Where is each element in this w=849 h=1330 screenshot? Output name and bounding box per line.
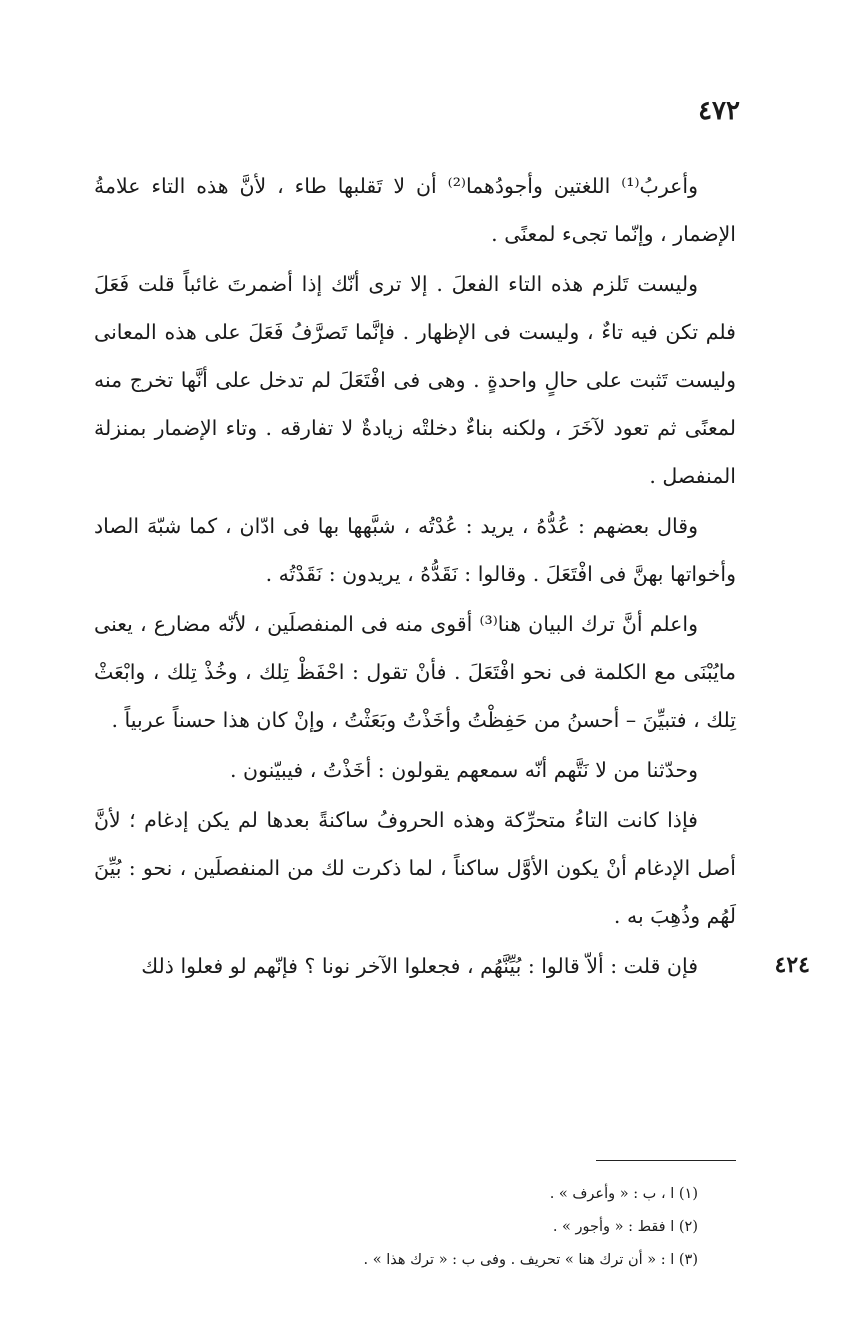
- main-text: [94, 162, 736, 992]
- paragraph-3: وقال بعضهم : عُدُّهُ ، يريد : عُدْتُه ، شبَّهها بها فى ادّان ، كما شبّهَ الصاد وأخواتها بهنَّ فى افْتَعَلَ . وقالوا : نَقَدُّهُ ، يريدون : نَقَدْتُه .: [94, 514, 736, 586]
- footnotes: [150, 1178, 698, 1277]
- footnote-3: (٣) ا : « أن ترك هنا » تحريف . وفى ب : « ترك هذا » .: [363, 1252, 698, 1268]
- paragraph-7: فإن قلت : ألاّ قالوا : بُيِّنَّهُم ، فجعلوا الآخر نونا ؟ فإنّهم لو فعلوا ذلك: [141, 954, 698, 978]
- footnote-2: (٢) ا فقط : « وأجور » .: [552, 1219, 698, 1235]
- footnote-1: (١) ا ، ب : « وأعرف » .: [549, 1186, 698, 1202]
- paragraph-4: واعلم أنَّ ترك البيان هنا⁽³⁾ أقوى منه فى المنفصلَين ، لأنّه مضارع ، يعنى مايُبْنَى مع الكلمة فى نحو افْتَعَلَ . فأنْ تقول : احْفَظْ تِلك ، وخُذْ تِلك ، وابْعَثْ تِلك ، فتبيِّنَ – أحسنُ من حَفِظْتُ وأخَذْتُ وبَعَثْتُ ، وإنْ كان هذا حسناً عربياً .: [94, 612, 736, 732]
- paragraph-2: وليست تَلزم هذه التاء الفعلَ . إلا ترى أنّك إذا أضمرتَ غائباً قلت فَعَلَ فلم تكن فيه تاءٌ ، وليست فى الإظهار . فإنَّما تَصرَّفُ فَعَلَ على هذه المعانى وليست تَثبت على حالٍ واحدةٍ . وهى فى افْتَعَلَ لم تدخل على أنَّها تخرج منه لمعنًى ثم تعود لآخَرَ ، ولكنه بناءٌ دخلتْه زيادةٌ لا تفارقه . وتاء الإضمار بمنزلة المنفصل .: [94, 272, 736, 488]
- footnote-divider: [596, 1160, 736, 1161]
- paragraph-5: وحدّثنا من لا نَتَّهم أنّه سمعهم يقولون : أخَذْتُ ، فيبيّنون .: [229, 758, 698, 782]
- page-number: ٤٧٢: [698, 96, 740, 126]
- paragraph-6: فإذا كانت التاءُ متحرِّكة وهذه الحروفُ ساكنةً بعدها لم يكن إدغام ؛ لأنَّ أصل الإدغام أنْ يكون الأوَّل ساكناً ، لما ذكرت لك من المنفصلَين ، نحو : بُيِّنَ لَهُم وذُهِبَ به .: [94, 808, 736, 928]
- margin-page-reference: ٤٢٤: [774, 952, 810, 978]
- paragraph-1: وأعربُ⁽¹⁾ اللغتين وأجودُهما⁽²⁾ أن لا تَقلبها طاء ، لأنَّ هذه التاء علامةُ الإضمار ، وإنّما تجىء لمعنًى .: [94, 174, 736, 246]
